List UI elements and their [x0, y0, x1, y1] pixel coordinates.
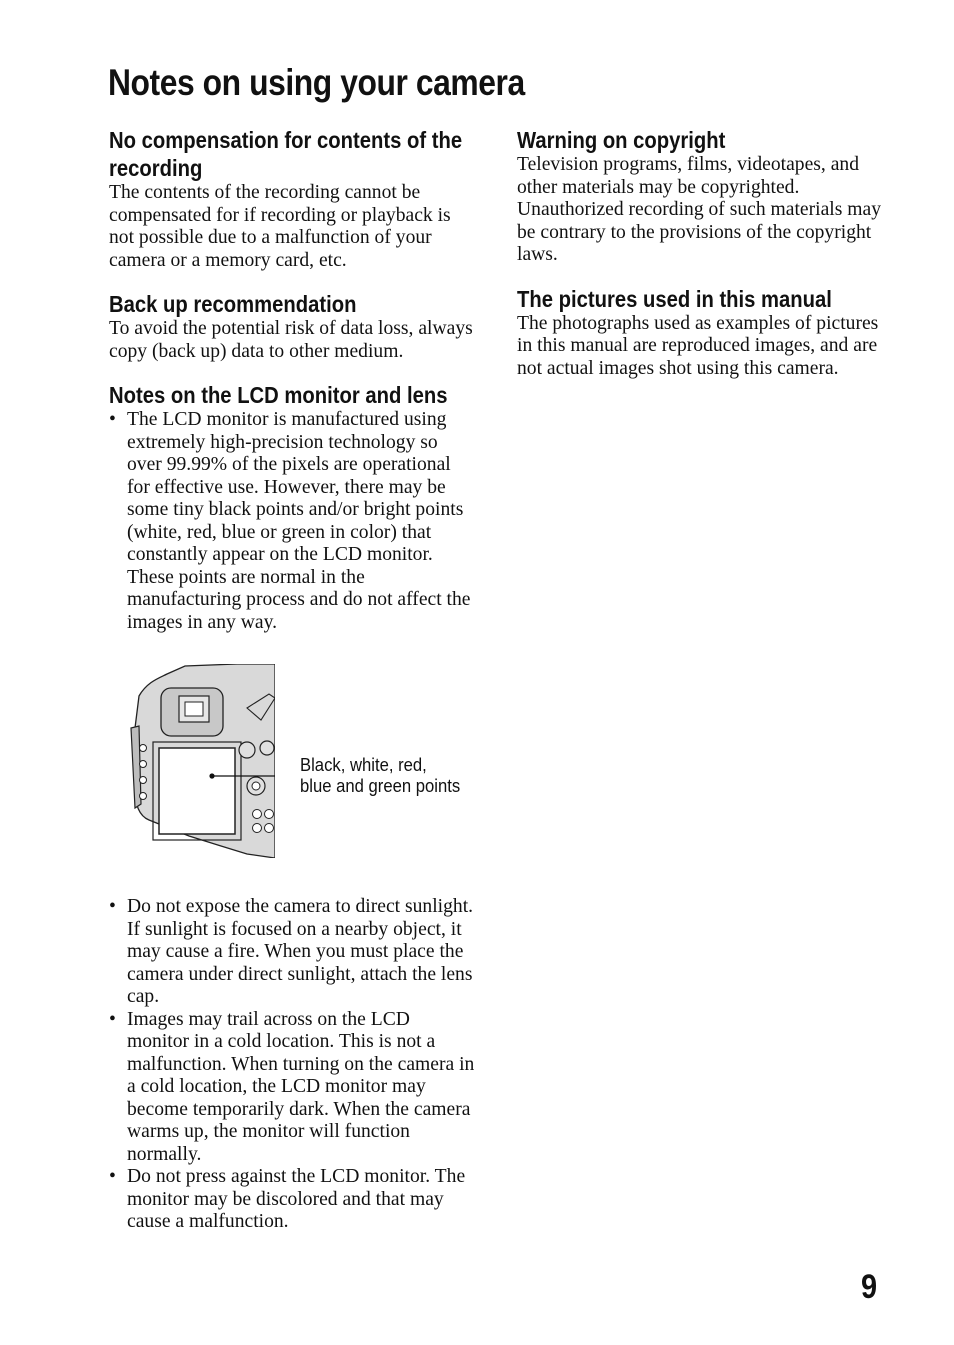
list-item [109, 409, 475, 634]
list-item-text: Do not press against the LCD monitor. The monitor may be discolored and that may cause a malfunction. [127, 1166, 466, 1232]
section-copyright [517, 126, 887, 267]
figure-callout: Black, white, red, blue and green points [300, 754, 461, 796]
page-number: 9 [861, 1268, 878, 1306]
page-title: Notes on using your camera [108, 62, 525, 103]
left-column [109, 126, 475, 1252]
section-heading: No compensation for contents of the recording [109, 127, 463, 181]
section-body: The contents of the recording cannot be compensated for if recording or playback is not possible due to a malfunction of your camera or a memory card, etc. [109, 182, 451, 271]
list-item [109, 1009, 475, 1167]
list-item-text: Images may trail across on the LCD monitor in a cold location. This is not a malfunction. When turning on the camera in a cold location, the LCD monitor may become temporarily dark. When the camera warms up, the monitor will function normally. [127, 1008, 475, 1165]
list-item-text: Do not expose the camera to direct sunlight. If sunlight is focused on a nearby object, it may cause a fire. When you must place the camera under direct sunlight, attach the lens cap. [127, 896, 474, 1007]
bullet-icon: • [109, 896, 116, 917]
right-column [517, 126, 887, 398]
section-backup [109, 290, 475, 363]
bullet-icon: • [109, 1166, 116, 1187]
section-heading: Back up recommendation [109, 291, 357, 317]
section-lcd-notes [109, 381, 475, 1234]
bullet-icon: • [109, 1008, 116, 1030]
list-item [109, 1166, 475, 1234]
bullet-icon: • [109, 409, 116, 430]
section-heading: Notes on the LCD monitor and lens [109, 382, 448, 408]
section-pictures [517, 285, 887, 381]
lcd-figure [109, 640, 475, 896]
bullet-list [109, 896, 475, 1234]
section-body: Television programs, films, videotapes, and other materials may be copyrighted. Unauthorized recording of such materials may be contrary to the provisions of the copyright laws. [517, 154, 881, 265]
section-heading: Warning on copyright [517, 127, 726, 153]
list-item [109, 896, 475, 1009]
section-body: The photographs used as examples of pictures in this manual are reproduced images, and are not actual images shot using this camera. [517, 312, 879, 379]
section-heading: The pictures used in this manual [517, 285, 832, 312]
camera-back-illustration [129, 664, 275, 858]
section-body: To avoid the potential risk of data loss, always copy (back up) data to other medium. [109, 318, 473, 362]
section-no-compensation [109, 126, 475, 272]
bullet-list [109, 409, 475, 634]
list-item-text: The LCD monitor is manufactured using extremely high-precision technology so over 99.99% of the pixels are operational for effective use. However, there may be some tiny black points and/or bright points (white, red, blue or green in color) that constantly appear on the LCD monitor. These points are normal in the manufacturing process and do not affect the images in any way. [127, 409, 471, 633]
